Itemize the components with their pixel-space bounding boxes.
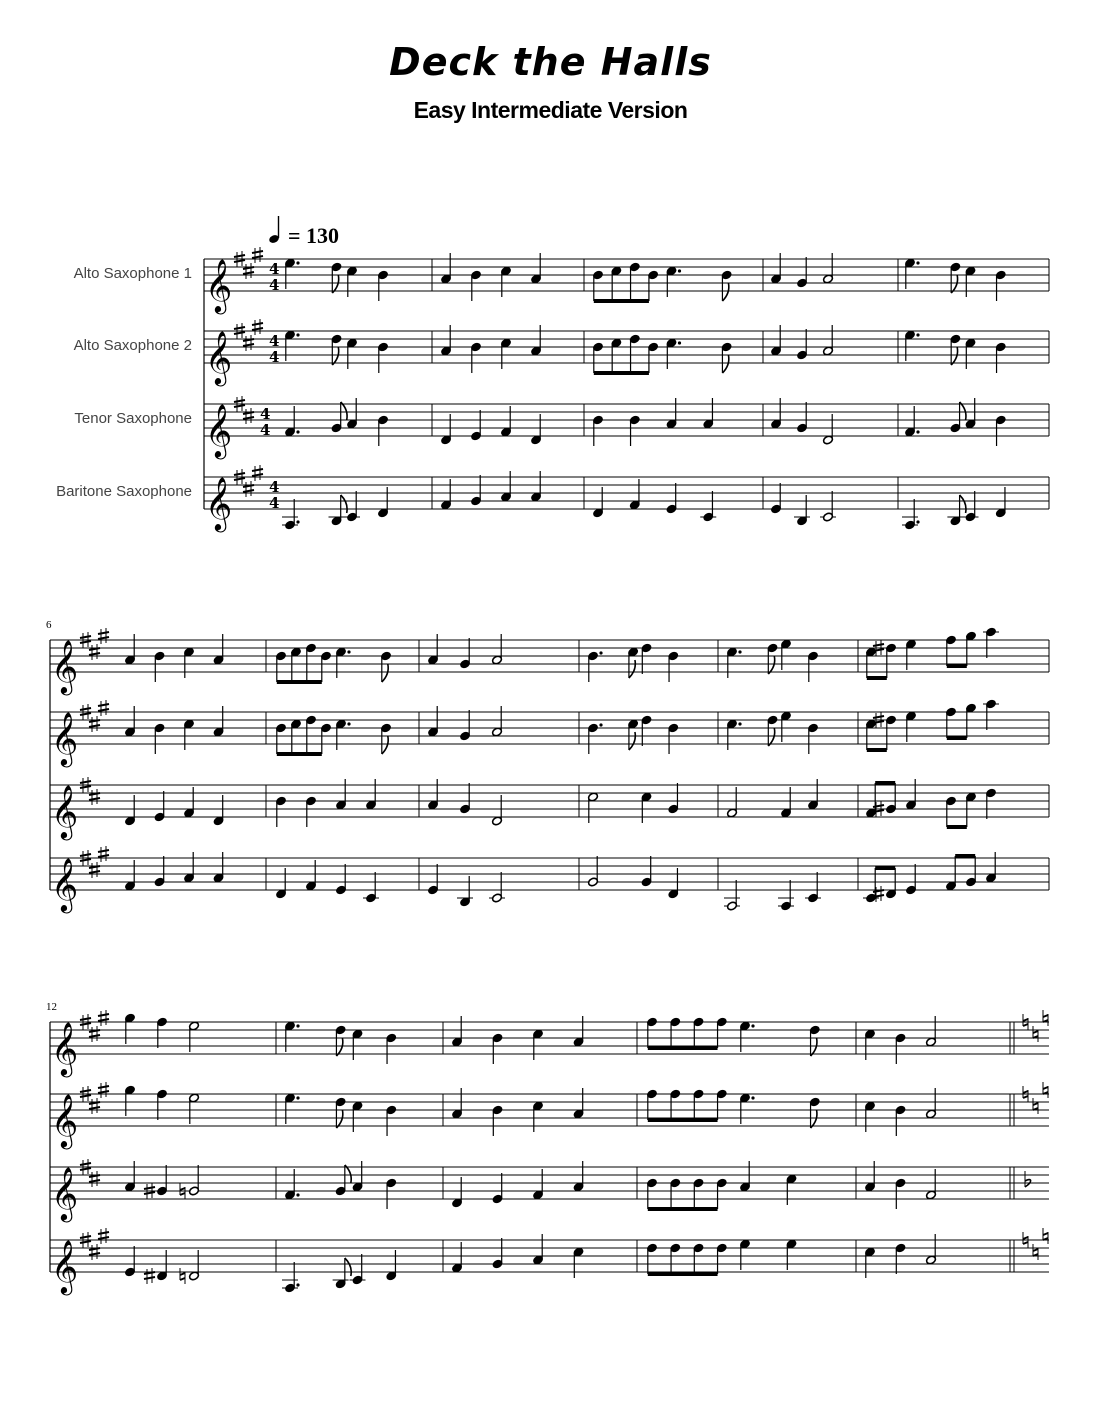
natural-stroke: [1023, 1019, 1028, 1021]
sharp-stroke: [144, 1277, 155, 1279]
augmentation-dot: [916, 430, 919, 433]
natural-stroke: [1023, 1242, 1028, 1244]
measure-10: [724, 872, 821, 911]
eighth-flag: [722, 355, 728, 373]
measure-1: [284, 258, 388, 301]
sharp-stroke: [89, 1035, 100, 1037]
sharp-stroke: [80, 781, 91, 783]
sharp-stroke: [234, 473, 245, 475]
sharp-stroke: [98, 1086, 109, 1088]
measure-9: [587, 856, 678, 899]
measure-8: [427, 779, 502, 826]
eighth-flag: [811, 1038, 817, 1056]
time-signature-bottom: 4: [260, 421, 271, 439]
measure-14: [451, 1161, 584, 1208]
sharp-stroke: [252, 323, 263, 325]
eighth-flag: [345, 1165, 351, 1183]
sharp-stroke: [98, 704, 109, 706]
sharp-stroke: [252, 251, 263, 253]
eighth-flag: [332, 275, 338, 293]
measure-5: [904, 258, 1006, 301]
staff-tenor: [50, 1159, 1049, 1222]
sharp-stroke: [80, 854, 91, 856]
measure-6: [124, 634, 224, 682]
eighth-flag: [960, 495, 966, 513]
augmentation-dot: [347, 650, 350, 653]
measure-8: [427, 864, 505, 907]
instrument-name: Tenor Saxophone: [74, 410, 192, 427]
sharp-stroke: [89, 798, 100, 800]
measure-14: [451, 1016, 584, 1064]
measure-11: [865, 699, 999, 750]
eighth-flag: [336, 1110, 342, 1128]
sharp-stroke: [89, 653, 100, 655]
eighth-flag: [768, 728, 774, 746]
augmentation-dot: [916, 520, 919, 523]
time-signature-bottom: 4: [269, 494, 280, 512]
measure-2: [440, 325, 541, 373]
measure-15: [646, 1017, 820, 1056]
sharp-stroke: [144, 1192, 155, 1194]
sharp-stroke: [80, 1163, 91, 1165]
sharp-stroke: [873, 716, 884, 718]
augmentation-dot: [296, 333, 299, 336]
natural-stroke: [1043, 1015, 1048, 1017]
sharp-stroke: [98, 709, 109, 711]
sharp-stroke: [80, 713, 91, 715]
staff-alto2: [50, 699, 1049, 767]
sharp-stroke: [80, 1090, 91, 1092]
natural-stroke: [1023, 1091, 1028, 1093]
augmentation-dot: [738, 722, 741, 725]
eighth-flag: [345, 1258, 351, 1276]
treble-clef-icon: 𝄞: [205, 403, 233, 457]
time-signature-top: 4: [269, 478, 280, 496]
sharp-stroke: [80, 1241, 91, 1243]
sharp-stroke: [98, 1014, 109, 1016]
eighth-flag: [722, 283, 728, 301]
eighth-flag: [336, 1038, 342, 1056]
treble-clef-icon: 𝄞: [51, 711, 79, 765]
sharp-stroke: [252, 469, 263, 471]
sharp-stroke: [80, 1236, 91, 1238]
staff-bari: [50, 846, 1049, 913]
instrument-name: Alto Saxophone 1: [73, 265, 192, 282]
eighth-flag: [382, 736, 388, 754]
eighth-flag: [382, 664, 388, 682]
treble-clef-icon: 𝄞: [205, 476, 233, 530]
eighth-flag: [811, 1110, 817, 1128]
sharp-stroke: [234, 478, 245, 480]
sharp-stroke: [80, 1095, 91, 1097]
natural-stroke: [1043, 1087, 1048, 1089]
tempo-value: = 130: [288, 223, 340, 248]
sharp-stroke: [89, 1253, 100, 1255]
treble-clef-icon: 𝄞: [51, 857, 79, 911]
sharp-stroke: [234, 332, 245, 334]
time-signature-bottom: 4: [269, 348, 280, 366]
natural-stroke: [1043, 1233, 1048, 1235]
measure-14: [451, 1088, 584, 1136]
staff-alto1: [50, 627, 1049, 695]
augmentation-dot: [599, 723, 602, 726]
measure-11: [863, 852, 997, 903]
measure-7: [275, 779, 376, 827]
measure-7: [275, 643, 391, 682]
sharp-stroke: [252, 474, 263, 476]
augmentation-dot: [751, 1096, 754, 1099]
measure-4: [770, 483, 836, 526]
measure-5: [904, 330, 1006, 373]
measure-9: [587, 715, 678, 754]
sharp-stroke: [80, 636, 91, 638]
instrument-name: Alto Saxophone 2: [73, 337, 192, 354]
sharp-stroke: [234, 405, 245, 407]
measure-10: [726, 639, 818, 682]
sharp-stroke: [80, 859, 91, 861]
treble-clef-icon: 𝄞: [205, 258, 233, 312]
measure-1: [284, 398, 388, 446]
treble-clef-icon: 𝄞: [51, 1166, 79, 1220]
sharp-stroke: [243, 344, 254, 346]
sharp-stroke: [873, 644, 884, 646]
sharp-stroke: [234, 327, 245, 329]
sharp-stroke: [243, 272, 254, 274]
sharp-stroke: [80, 641, 91, 643]
staff-bari: [56, 465, 1049, 532]
sharp-stroke: [80, 1023, 91, 1025]
system-1: [56, 247, 1049, 532]
eighth-flag: [629, 660, 635, 678]
measure-1: [284, 330, 388, 373]
system-2: [46, 619, 1049, 913]
instrument-name: Baritone Saxophone: [56, 483, 192, 500]
sharp-stroke: [89, 871, 100, 873]
sharp-stroke: [234, 400, 245, 402]
measure-11: [865, 627, 999, 678]
system-3: [46, 1001, 1049, 1295]
score-title: Deck the Halls: [389, 40, 712, 84]
measure-number: 12: [46, 1001, 57, 1013]
time-signature-bottom: 4: [269, 276, 280, 294]
measure-13: [284, 1161, 396, 1209]
natural-stroke: [180, 1188, 185, 1190]
staff-bari: [50, 1228, 1049, 1295]
sharp-stroke: [243, 490, 254, 492]
measure-3: [592, 334, 732, 373]
staff-alto2: [50, 1082, 1049, 1149]
sharp-stroke: [144, 1187, 155, 1189]
staff-alto2: [74, 319, 1049, 386]
sharp-stroke: [98, 637, 109, 639]
augmentation-dot: [738, 650, 741, 653]
natural-stroke: [1023, 1237, 1028, 1239]
augmentation-dot: [916, 261, 919, 264]
measure-3: [592, 398, 713, 446]
sharp-stroke: [98, 850, 109, 852]
sharp-stroke: [80, 1168, 91, 1170]
measure-13: [284, 1093, 396, 1136]
augmentation-dot: [916, 333, 919, 336]
measure-6: [124, 706, 224, 754]
sharp-stroke: [234, 255, 245, 257]
eighth-flag: [951, 347, 957, 365]
sharp-stroke: [98, 1091, 109, 1093]
measure-10: [726, 711, 818, 754]
treble-clef-icon: 𝄞: [51, 1093, 79, 1147]
treble-clef-icon: 𝄞: [51, 1239, 79, 1293]
sharp-stroke: [98, 632, 109, 634]
eighth-flag: [768, 656, 774, 674]
sharp-stroke: [89, 1107, 100, 1109]
natural-stroke: [1023, 1024, 1028, 1026]
measure-16: [864, 1088, 936, 1136]
time-signature-top: 4: [260, 405, 271, 423]
time-signature-top: 4: [269, 332, 280, 350]
augmentation-dot: [296, 1024, 299, 1027]
measure-2: [440, 253, 541, 301]
sharp-stroke: [80, 1018, 91, 1020]
natural-stroke: [1033, 1103, 1038, 1105]
eighth-flag: [341, 402, 347, 420]
sharp-stroke: [80, 708, 91, 710]
sharp-stroke: [89, 725, 100, 727]
sharp-stroke: [243, 417, 254, 419]
augmentation-dot: [296, 430, 299, 433]
treble-clef-icon: 𝄞: [205, 330, 233, 384]
tempo-marking: [268, 216, 339, 248]
augmentation-dot: [296, 1283, 299, 1286]
eighth-flag: [960, 402, 966, 420]
measure-15: [646, 1161, 797, 1209]
measure-7: [275, 715, 391, 754]
staff-tenor: [50, 777, 1049, 840]
measure-9: [587, 643, 678, 682]
sharp-stroke: [98, 1019, 109, 1021]
eighth-flag: [629, 732, 635, 750]
measure-11: [865, 779, 996, 827]
natural-stroke: [180, 1273, 185, 1275]
treble-clef-icon: 𝄞: [51, 784, 79, 838]
measure-number: 6: [46, 619, 52, 631]
measure-15: [646, 1089, 820, 1128]
natural-stroke: [180, 1193, 185, 1195]
staff-tenor: [74, 396, 1049, 459]
augmentation-dot: [599, 651, 602, 654]
time-signature-top: 4: [269, 260, 280, 278]
sharp-stroke: [252, 328, 263, 330]
score-subtitle: Easy Intermediate Version: [413, 97, 688, 123]
measure-12: [124, 1246, 199, 1284]
eighth-flag: [951, 275, 957, 293]
measure-5: [904, 398, 1006, 446]
sharp-stroke: [234, 260, 245, 262]
augmentation-dot: [296, 1193, 299, 1196]
measure-16: [864, 1016, 936, 1064]
measure-13: [284, 1021, 396, 1064]
measure-3: [592, 262, 732, 301]
staff-alto1: [50, 1010, 1049, 1077]
augmentation-dot: [678, 341, 681, 344]
augmentation-dot: [678, 269, 681, 272]
measure-4: [770, 398, 833, 445]
natural-stroke: [1023, 1096, 1028, 1098]
sharp-stroke: [252, 256, 263, 258]
natural-stroke: [1033, 1249, 1038, 1251]
sharp-stroke: [98, 855, 109, 857]
sharp-stroke: [98, 1237, 109, 1239]
augmentation-dot: [296, 1096, 299, 1099]
augmentation-dot: [296, 520, 299, 523]
eighth-flag: [341, 495, 347, 513]
sharp-stroke: [98, 1232, 109, 1234]
eighth-flag: [332, 347, 338, 365]
natural-stroke: [180, 1278, 185, 1280]
natural-stroke: [1033, 1031, 1038, 1033]
staff-alto1: [74, 247, 1049, 314]
treble-clef-icon: 𝄞: [51, 639, 79, 693]
measure-16: [864, 1161, 936, 1209]
sharp-stroke: [80, 786, 91, 788]
augmentation-dot: [347, 722, 350, 725]
augmentation-dot: [751, 1024, 754, 1027]
augmentation-dot: [296, 261, 299, 264]
sharp-stroke: [89, 1180, 100, 1182]
treble-clef-icon: 𝄞: [51, 1021, 79, 1075]
